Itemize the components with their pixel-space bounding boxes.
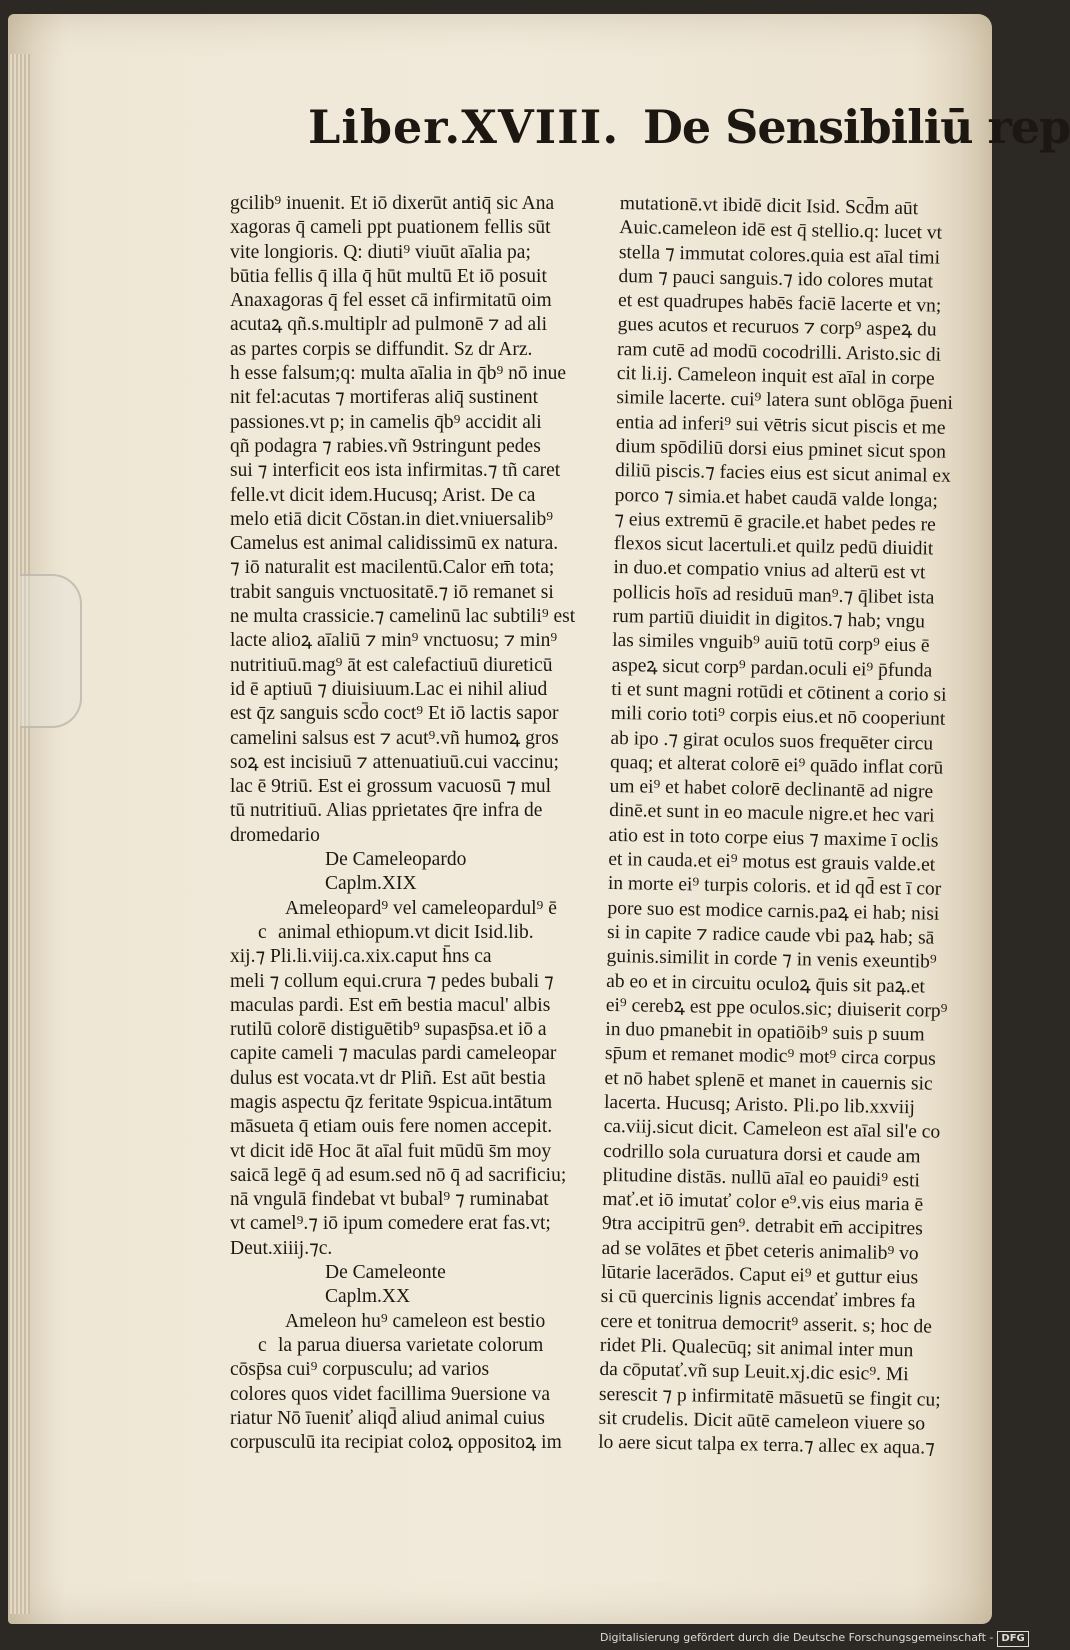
text-line: mať.et iō imutať color e⁹.vis eius maria ē (602, 1189, 924, 1216)
text-line: maculas pardi. Est em̄ bestia macul' albis (230, 994, 551, 1016)
text-line: magis aspectu q̄z feritate 9spicua.intātum (230, 1091, 553, 1113)
text-line: dinē.et sunt in eo macule nigre.et hec vari (609, 800, 935, 828)
text-line: dulus est vocata.vt dr Pliñ. Est aūt bestia (230, 1067, 546, 1089)
text-line: gues acutos et recuruos ⁊ corp⁹ aspeꝝ du (617, 314, 937, 342)
text-line: si cū quercinis lignis accendať imbres fa (600, 1286, 916, 1313)
text-line: passiones.vt p; in camelis q̄b⁹ accidit ali (230, 411, 542, 433)
text-line: dum ⁊ pauci sanguis.⁊ ido colores mutat (618, 265, 934, 293)
text-line: felle.vt dicit idem.Hucusq; Arist. De ca (230, 484, 536, 506)
text-line: colores quos videt facillima 9uersione va (230, 1383, 551, 1405)
text-line: simile lacerte. cui⁹ latera sunt oblōga p̄ueni (616, 387, 954, 415)
text-line: vt dicit idē Hoc āt aīal fuit mūdū s̄m moy (230, 1140, 552, 1162)
text-line: Ameleopard⁹ vel cameleopardul⁹ ē (285, 897, 557, 919)
text-line: vite longioris. Q: diuti⁹ viuūt aīalia pa; (230, 241, 531, 263)
left-text-block-3 (230, 1358, 612, 1455)
left-text-block-1 (230, 192, 612, 848)
text-line: xij.⁊ Pli.li.viij.ca.xix.caput h̄ns ca (230, 946, 492, 968)
text-line: saicā legē q̄ ad esum.sed nō q̄ ad sacrificiu; (230, 1164, 567, 1186)
text-line: Anaxagoras q̄ fel esset cā infirmitatū oim (230, 290, 552, 312)
text-line-content: la parua diuersa varietate colorum (278, 1334, 544, 1356)
text-line: meli ⁊ collum equi.crura ⁊ pedes bubali ⁊ (230, 970, 554, 992)
chapter-heading: De Cameleopardo (325, 849, 467, 871)
dropcap-marker: c (258, 921, 267, 943)
text-line: ⁊ iō naturalit est macilentū.Calor em̄ tota; (230, 557, 555, 579)
text-line: ram cutē ad modū cocodrilli. Aristo.sic di (617, 338, 942, 366)
text-line: plitudine distās. nullū aīal eo pauidi⁹ esti (602, 1164, 921, 1192)
text-line: ne multa crassicie.⁊ camelinū lac subtili⁹ est (230, 606, 576, 628)
text-line: in duo.et compatio vnius ad alterū est vt (613, 557, 926, 584)
text-line: sp̄um et remanet modic⁹ mot⁹ circa corpus (604, 1043, 937, 1071)
book-page (8, 14, 1070, 1624)
text-line: ridet Pli. Qualecūq; sit animal inter mun (599, 1334, 914, 1362)
text-line: cit li.ij. Cameleon inquit est aīal in corpe (616, 363, 935, 390)
text-line: ei⁹ cerebꝝ est ppe oculos.sic; diuiserit corp⁹ (605, 994, 948, 1022)
text-line: as partes corpis se diffundit. Sz dr Arz. (230, 338, 533, 360)
text-line: lacte alioꝝ aīaliū ⁊ min⁹ vnctuosu; ⁊ min⁹ (230, 630, 558, 652)
text-line: riatur Nō īueniť aliqd̄ aliud animal cuius (230, 1407, 545, 1429)
text-line (230, 1334, 612, 1358)
page-marker-tab (20, 574, 82, 728)
digitization-footer (600, 1628, 1025, 1648)
text-line: las similes vnguib⁹ auiū totū corp⁹ eius ē (611, 630, 930, 657)
text-line: rum partiū diuidit in digitos.⁊ hab; vngu (612, 605, 926, 633)
text-line: est q̄z sanguis scd̄o coct⁹ Et iō lactis sapor (230, 703, 559, 725)
text-line: quaq; et alterat colorē ei⁹ quādo inflat corū (609, 751, 944, 779)
text-line: pollicis hoīs ad residuū man⁹.⁊ q̄libet ista (612, 581, 935, 609)
text-line: si in capite ⁊ radice caude vbi paꝝ hab; sā (606, 921, 935, 949)
text-line: nutritiuū.mag⁹ āt est calefactiuū diureticū (230, 654, 553, 676)
text-line: Ameleon hu⁹ cameleon est bestio (285, 1310, 546, 1332)
text-line: gcilib⁹ inuenit. Et iō dixerūt antiq̄ sic Ana (230, 193, 555, 214)
text-line: mutationē.vt ibidē dicit Isid. Scd̄m aūt (619, 192, 919, 220)
text-line: trabit sanguis vnctuositatē.⁊ iō remanet si (230, 581, 554, 603)
text-line: Camelus est animal calidissimū ex natura. (230, 533, 559, 555)
text-line: qñ podagra ⁊ rabies.vñ 9stringunt pedes (230, 435, 541, 457)
text-line: nā vngulā findebat vt bubal⁹ ⁊ ruminabat (230, 1189, 549, 1211)
right-column (598, 192, 990, 1462)
text-line: sit crudelis. Dicit aūtē cameleon viuere so (598, 1407, 926, 1435)
text-line: da cōputať.vñ sup Leuit.xj.dic esic⁹. Mi (599, 1359, 909, 1386)
text-line: dromedario (230, 824, 320, 846)
text-line: pore suo est modice carnis.paꝝ ei hab; nisi (607, 897, 940, 925)
text-line: in duo pmanebit in opatiōib⁹ suis p suum (605, 1018, 925, 1046)
text-line: soꝝ est incisiuū ⁊ attenuatiuū.cui vaccinu; (230, 751, 559, 773)
left-text-block-2 (230, 945, 612, 1261)
text-line: melo etiā dicit Cōstan.in diet.vniuersalib⁹ (230, 508, 554, 530)
text-line: codrillo sola curuatura dorsi et caude am (603, 1140, 921, 1167)
running-head-left: Liber.XVIII. (308, 100, 620, 154)
text-line: aspeꝝ sicut corp⁹ pardan.oculi ei⁹ p̄funda (611, 654, 933, 682)
text-line: corpusculū ita recipiat coloꝝ oppositoꝝ im (230, 1432, 562, 1454)
text-line: lacerta. Hucusq; Aristo. Pli.po lib.xxviij (603, 1091, 916, 1119)
text-line: cere et tonitrua democrit⁹ asserit. s; hoc de (600, 1310, 933, 1338)
text-line: būtia fellis q̄̄ illa q̄ hūt multū Et iō posuit (230, 265, 547, 287)
text-line: ⁊ eius extremū ē gracile.et habet pedes re (614, 508, 936, 536)
text-line (230, 921, 612, 945)
text-line: in morte ei⁹ turpis coloris. et id qd̄ est ī cor (607, 873, 942, 901)
text-line: diliū piscis.⁊ facies eius est sicut animal ex (614, 460, 951, 488)
text-line: ad se volātes et p̄bet ceteris animalib⁹ vo (601, 1237, 919, 1265)
text-line: lūtarie lacerādos. Caput ei⁹ et guttur eius (600, 1261, 919, 1289)
text-line: xagoras q̄ cameli ppt puationem fellis sūt (230, 217, 551, 239)
left-column (230, 192, 612, 1455)
chapter-number: Caplm.XX (325, 1286, 411, 1308)
chapter-heading: De Cameleonte (325, 1262, 446, 1284)
text-line: et est quadrupes habēs faciē lacerte et vn; (617, 290, 942, 317)
text-line: et in cauda.et ei⁹ motus est grauis valde.et (608, 848, 936, 876)
text-line: sui ⁊ interficit eos ista infirmitas.⁊ tñ caret (230, 460, 561, 482)
text-line: ca.viij.sicut dicit. Cameleon est aīal sil'e co (603, 1116, 941, 1144)
text-line: cōsp̄sa cui⁹ corpusculu; ad varios (230, 1359, 490, 1381)
text-line: rutilū colorē distiguētib⁹ supasp̄sa.et iō a (230, 1019, 547, 1041)
text-line: camelini salsus est ⁊ acut⁹.vñ humoꝝ gros (230, 727, 559, 749)
running-head-right: De Sensibiliū rep (643, 100, 1070, 154)
text-line: Deut.xiiij.⁊c. (230, 1237, 333, 1259)
page-edge (8, 54, 30, 1614)
text-line-content: animal ethiopum.vt dicit Isid.lib. (278, 921, 534, 943)
dfg-logo: DFG (997, 1631, 1028, 1647)
text-line: acutaꝝ qñ.s.multiplr ad pulmonē ⁊ ad ali (230, 314, 548, 336)
text-line: um ei⁹ et habet colorē declinantē ad nigre (609, 776, 934, 803)
text-line: atio est in toto corpe eius ⁊ maxime ī oclis (608, 824, 939, 852)
text-line: flexos sicut lacertuli.et quilz pedū diuidit (613, 533, 934, 560)
text-line: capite cameli ⁊ maculas pardi cameleopar (230, 1043, 557, 1065)
text-line: lo aere sicut talpa ex terra.⁊ allec ex aqua.⁊ (597, 1431, 935, 1459)
text-line: et nō habet splenē et manet in cauernis sic (604, 1067, 933, 1095)
text-line: māsueta q̄ etiam ouis fere nomen accepit. (230, 1116, 553, 1138)
text-line: Auic.cameleon idē est q̄ stellio.q: lucet vt (619, 217, 943, 244)
chapter-number: Caplm.XIX (325, 873, 417, 895)
text-line: stella ⁊ immutat colores.quia est aīal timi (618, 241, 941, 269)
text-line: dium spōdiliū dorsi eius pminet sicut spon (615, 435, 947, 463)
text-line: porco ⁊ simia.et habet caudā valde longa; (614, 484, 939, 512)
dropcap-marker: c (258, 1334, 267, 1356)
text-line: lac ē 9triū. Est ei grossum vacuosū ⁊ mul (230, 776, 552, 798)
text-line: entia ad inferi⁹ sui vētris sicut piscis et me (615, 411, 946, 439)
text-line: vt camel⁹.⁊ iō ipum comedere erat fas.vt; (230, 1213, 551, 1235)
text-line: guinis.similit in corde ⁊ in venis exeuntib⁹ (606, 946, 937, 973)
text-line: id ē aptiuū ⁊ diuisiuum.Lac ei nihil aliud (230, 678, 548, 700)
text-line: h esse falsum;q: multa aīalia in q̄b⁹ nō inue (230, 363, 567, 385)
footer-text: Digitalisierung gefördert durch die Deutsche Forschungsgemeinschaft - (600, 1631, 994, 1644)
text-line: mili corio toti⁹ corpis eius.et nō cooperiunt (610, 703, 946, 730)
text-line: ab ipo .⁊ girat oculos suos frequēter circu (610, 727, 934, 755)
text-line: serescit ⁊ p infirmitatē māsuetū se fingit cu; (598, 1383, 941, 1411)
text-line: 9tra accipitrū gen⁹. detrabit em̄ accipitres (601, 1213, 923, 1240)
running-head (8, 100, 1070, 170)
right-text-block (598, 192, 990, 1462)
text-line: nit fel:acutas ⁊ mortiferas aliq̄ sustinent (230, 387, 539, 409)
text-line: ti et sunt magni rotūdi et cōtinent a corio si (611, 678, 947, 706)
text-line: ab eo et in circuitu oculoꝝ q̄uis sit paꝝ.et (606, 970, 926, 997)
text-line: tū nutritiuū. Alias pprietates q̄re infra de (230, 800, 543, 822)
